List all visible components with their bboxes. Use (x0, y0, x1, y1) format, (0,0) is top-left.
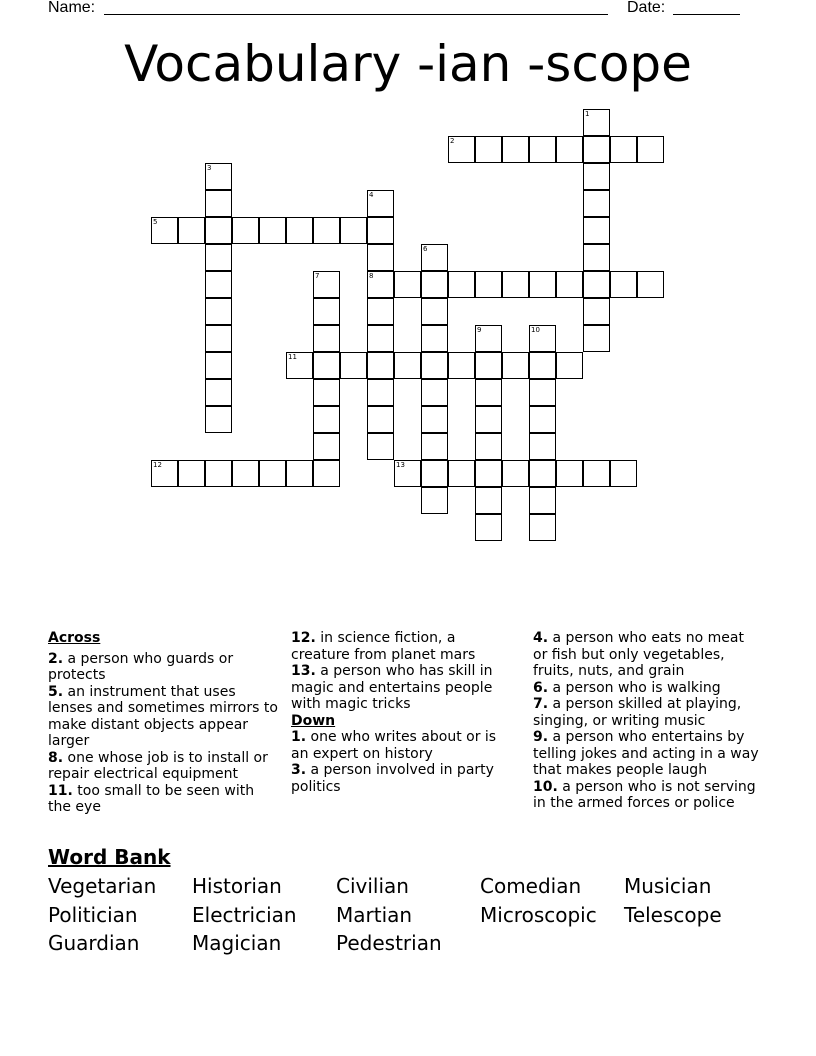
grid-cell[interactable] (556, 136, 583, 163)
grid-cell[interactable] (205, 298, 232, 325)
grid-cell[interactable] (475, 514, 502, 541)
word-bank-item: Telescope (624, 902, 722, 927)
clue-number: 5. (48, 683, 64, 700)
grid-cell[interactable] (394, 352, 421, 379)
grid-cell[interactable] (556, 271, 583, 298)
grid-cell[interactable] (475, 460, 502, 487)
clue-number: 1 (585, 110, 590, 118)
clue-number: 8. (48, 749, 64, 766)
word-bank-item: Guardian (48, 931, 140, 955)
grid-cell[interactable] (529, 433, 556, 460)
clue-text: a person who guards or protects (48, 650, 234, 683)
grid-cell[interactable] (502, 352, 529, 379)
grid-cell[interactable] (421, 244, 448, 271)
grid-cell[interactable] (313, 298, 340, 325)
clues-column-3 (533, 630, 761, 812)
grid-cell[interactable] (583, 271, 610, 298)
grid-cell[interactable] (583, 136, 610, 163)
clue-number: 8 (369, 272, 374, 280)
grid-cell[interactable] (367, 406, 394, 433)
grid-cell[interactable] (205, 460, 232, 487)
page-title: Vocabulary -ian -scope (124, 35, 692, 93)
clue-number: 1. (291, 729, 307, 745)
grid-cell[interactable] (205, 163, 232, 190)
grid-cell[interactable] (556, 352, 583, 379)
clue-text: a person who is not serving in the armed forces or police (533, 778, 756, 811)
clues-column-2 (291, 630, 513, 795)
grid-cell[interactable] (421, 352, 448, 379)
grid-cell[interactable] (637, 271, 664, 298)
grid-cell[interactable] (340, 217, 367, 244)
clue-text: a person skilled at playing, singing, or writing music (533, 696, 742, 729)
grid-cell[interactable] (583, 244, 610, 271)
grid-cell[interactable] (583, 163, 610, 190)
grid-cell[interactable] (502, 460, 529, 487)
grid-cell[interactable] (151, 460, 178, 487)
grid-cell[interactable] (367, 433, 394, 460)
grid-cell[interactable] (313, 271, 340, 298)
grid-cell[interactable] (205, 325, 232, 352)
word-bank-item: Vegetarian (48, 874, 157, 898)
grid-cell[interactable] (475, 487, 502, 514)
clue-text: a person who eats no meat or fish but only vegetables, fruits, nuts, and grain (533, 630, 744, 679)
grid-cell[interactable] (259, 460, 286, 487)
word-bank-item: Comedian (480, 874, 582, 898)
down-clue (533, 729, 761, 779)
grid-cell[interactable] (286, 352, 313, 379)
grid-cell[interactable] (583, 217, 610, 244)
grid-cell[interactable] (529, 325, 556, 352)
clue-number: 4. (533, 630, 549, 646)
word-bank-item: Musician (624, 874, 712, 898)
down-clue (291, 762, 513, 795)
grid-cell[interactable] (475, 406, 502, 433)
across-clue (291, 630, 513, 663)
grid-cell[interactable] (205, 190, 232, 217)
grid-cell[interactable] (367, 217, 394, 244)
across-clue (291, 663, 513, 713)
grid-cell[interactable] (421, 271, 448, 298)
grid-cell[interactable] (448, 352, 475, 379)
grid-cell[interactable] (475, 325, 502, 352)
grid-cell[interactable] (394, 460, 421, 487)
grid-cell[interactable] (475, 136, 502, 163)
grid-cell[interactable] (529, 379, 556, 406)
grid-cell[interactable] (448, 271, 475, 298)
clue-number: 10. (533, 778, 558, 795)
clue-number: 4 (369, 191, 374, 199)
word-bank-item: Historian (192, 874, 282, 898)
clue-text: a person who has skill in magic and entertains people with magic tricks (291, 663, 493, 712)
grid-cell[interactable] (367, 271, 394, 298)
grid-cell[interactable] (421, 487, 448, 514)
across-clue (48, 684, 280, 750)
grid-cell[interactable] (475, 433, 502, 460)
grid-cell[interactable] (205, 271, 232, 298)
grid-cell[interactable] (313, 352, 340, 379)
grid-cell[interactable] (448, 136, 475, 163)
grid-cell[interactable] (232, 460, 259, 487)
grid-cell[interactable] (502, 136, 529, 163)
grid-cell[interactable] (286, 460, 313, 487)
clue-number: 2 (450, 137, 455, 145)
clue-number: 13 (396, 461, 405, 469)
clue-number: 6. (533, 679, 549, 696)
clue-number: 13. (291, 663, 316, 679)
grid-cell[interactable] (421, 298, 448, 325)
grid-cell[interactable] (610, 136, 637, 163)
down-clue (291, 729, 513, 762)
down-clue (533, 779, 761, 812)
grid-cell[interactable] (529, 406, 556, 433)
clue-number: 7 (315, 272, 320, 280)
clue-number: 5 (153, 218, 158, 226)
grid-cell[interactable] (610, 460, 637, 487)
grid-cell[interactable] (583, 190, 610, 217)
grid-cell[interactable] (421, 325, 448, 352)
clue-number: 2. (48, 650, 64, 667)
grid-cell[interactable] (475, 352, 502, 379)
grid-cell[interactable] (529, 352, 556, 379)
grid-cell[interactable] (205, 217, 232, 244)
grid-cell[interactable] (583, 298, 610, 325)
word-bank-item: Pedestrian (336, 931, 442, 955)
grid-cell[interactable] (205, 379, 232, 406)
grid-cell[interactable] (178, 217, 205, 244)
grid-cell[interactable] (178, 460, 205, 487)
grid-cell[interactable] (259, 217, 286, 244)
grid-cell[interactable] (367, 325, 394, 352)
grid-cell[interactable] (502, 271, 529, 298)
grid-cell[interactable] (583, 460, 610, 487)
grid-cell[interactable] (367, 352, 394, 379)
word-bank-item: Magician (192, 931, 282, 955)
grid-cell[interactable] (475, 379, 502, 406)
grid-cell[interactable] (151, 217, 178, 244)
down-heading: Down (291, 712, 336, 729)
clue-text: a person involved in party politics (291, 762, 494, 795)
grid-cell[interactable] (286, 217, 313, 244)
grid-cell[interactable] (367, 379, 394, 406)
clue-text: an instrument that uses lenses and sometimes mirrors to make distant objects appear larger (48, 683, 278, 749)
clue-text: one whose job is to install or repair electrical equipment (48, 749, 268, 782)
grid-cell[interactable] (529, 514, 556, 541)
clue-number: 7. (533, 696, 549, 712)
word-bank-item: Politician (48, 902, 138, 927)
grid-cell[interactable] (313, 379, 340, 406)
clue-number: 3 (207, 164, 212, 172)
clue-number: 3. (291, 762, 307, 778)
down-clue (533, 630, 761, 680)
clue-number: 9 (477, 326, 482, 334)
clue-text: one who writes about or is an expert on history (291, 729, 497, 762)
across-heading: Across (48, 630, 101, 646)
grid-cell[interactable] (367, 190, 394, 217)
word-bank-item: Martian (336, 902, 413, 927)
grid-cell[interactable] (421, 433, 448, 460)
down-clue (533, 696, 761, 729)
date-label: Date: (627, 0, 666, 16)
grid-cell[interactable] (529, 136, 556, 163)
grid-cell[interactable] (583, 109, 610, 136)
clue-text: in science fiction, a creature from planet mars (291, 630, 476, 663)
grid-cell[interactable] (421, 379, 448, 406)
grid-cell[interactable] (448, 460, 475, 487)
down-clue (533, 680, 761, 697)
clue-number: 12 (153, 461, 162, 469)
grid-cell[interactable] (583, 325, 610, 352)
grid-cell[interactable] (205, 244, 232, 271)
grid-cell[interactable] (313, 460, 340, 487)
grid-cell[interactable] (232, 217, 259, 244)
clue-number: 11 (288, 353, 297, 361)
grid-cell[interactable] (313, 406, 340, 433)
clue-number: 10 (531, 326, 540, 334)
clue-text: a person who is walking (548, 679, 721, 696)
clue-text: a person who entertains by telling jokes and acting in a way that makes people laugh (533, 729, 759, 778)
across-clue (48, 783, 280, 816)
across-clue (48, 750, 280, 783)
grid-cell[interactable] (313, 325, 340, 352)
across-clue (48, 651, 280, 684)
word-bank-item: Civilian (336, 874, 409, 898)
clue-text: too small to be seen with the eye (48, 782, 255, 815)
grid-cell[interactable] (367, 298, 394, 325)
grid-cell[interactable] (394, 271, 421, 298)
grid-cell[interactable] (610, 271, 637, 298)
word-bank-title: Word Bank (48, 845, 171, 869)
word-bank-item: Electrician (192, 902, 297, 927)
grid-cell[interactable] (205, 352, 232, 379)
clue-number: 9. (533, 729, 549, 745)
word-bank-item: Microscopic (480, 902, 597, 927)
clues-column-1 (48, 630, 280, 816)
grid-cell[interactable] (313, 217, 340, 244)
clue-number: 6 (423, 245, 428, 253)
grid-cell[interactable] (529, 460, 556, 487)
name-label: Name: (48, 0, 96, 16)
grid-cell[interactable] (205, 406, 232, 433)
clue-number: 12. (291, 630, 316, 646)
grid-cell[interactable] (421, 460, 448, 487)
grid-cell[interactable] (529, 271, 556, 298)
grid-cell[interactable] (556, 460, 583, 487)
grid-cell[interactable] (367, 244, 394, 271)
clue-number: 11. (48, 782, 73, 799)
grid-cell[interactable] (529, 487, 556, 514)
grid-cell[interactable] (421, 406, 448, 433)
grid-cell[interactable] (313, 433, 340, 460)
grid-cell[interactable] (475, 271, 502, 298)
grid-cell[interactable] (637, 136, 664, 163)
grid-cell[interactable] (340, 352, 367, 379)
